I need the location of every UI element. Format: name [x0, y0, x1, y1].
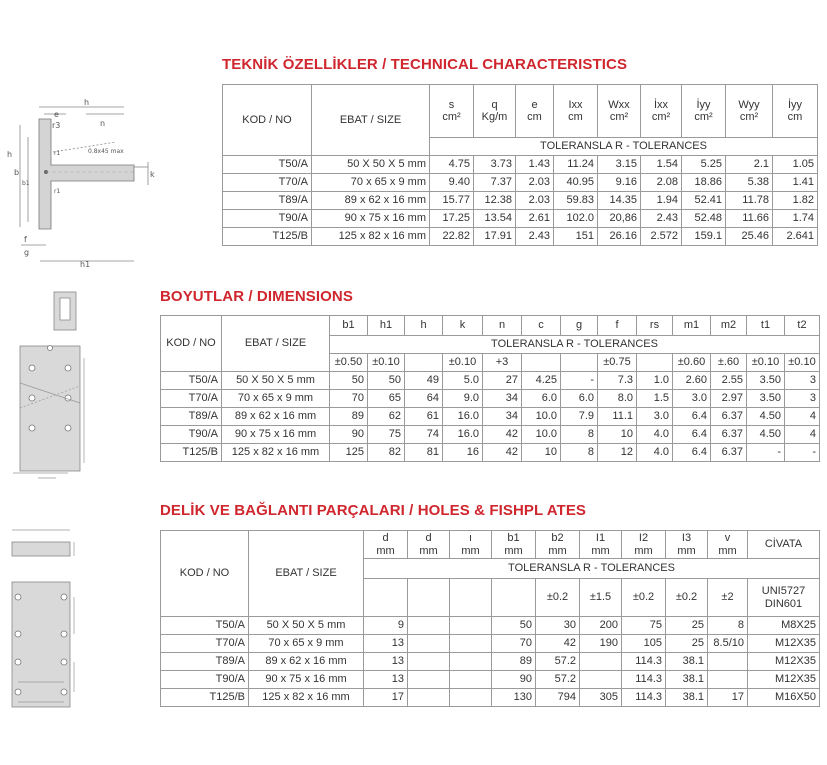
dim-label-f: f	[24, 235, 27, 244]
table-cell: 38.1	[666, 653, 708, 671]
table-cell: 4.0	[637, 426, 673, 444]
dimensions-drawing	[8, 288, 88, 488]
table-row	[223, 210, 818, 228]
table-row	[161, 372, 820, 390]
table-cell: 25.46	[726, 228, 773, 246]
table-cell: 102.0	[554, 210, 598, 228]
col-header-ixx: Ixx cm	[554, 85, 598, 138]
cell-kod: T89/A	[161, 653, 249, 671]
table-cell: 11.78	[726, 192, 773, 210]
table-cell: 34	[483, 408, 522, 426]
table-cell: 17	[708, 689, 748, 707]
dim-label-r3: r3	[52, 121, 61, 130]
hole-col-d2: d mm	[408, 531, 450, 559]
table-cell: 200	[580, 617, 622, 635]
table-cell: 8.0	[598, 390, 637, 408]
dim-label-r1-bottom: r1	[54, 188, 61, 195]
col-header-ixx2: İxx cm²	[641, 85, 682, 138]
table-cell: -	[785, 444, 820, 462]
table-cell: 5.38	[726, 174, 773, 192]
table-cell: 2.43	[516, 228, 554, 246]
table-cell: 25	[666, 617, 708, 635]
table-cell: 75	[368, 426, 405, 444]
table-cell: 52.41	[682, 192, 726, 210]
cell-size: 90 x 75 x 16 mm	[312, 210, 430, 228]
cell-kod: T90/A	[223, 210, 312, 228]
table-row	[161, 444, 820, 462]
dim-col-n: n	[483, 316, 522, 336]
col-header-iyy: İyy cm²	[682, 85, 726, 138]
tolerance-value	[450, 579, 492, 617]
table-cell	[408, 671, 450, 689]
table-cell: 52.48	[682, 210, 726, 228]
tolerance-value	[561, 354, 598, 372]
table-cell: 6.4	[673, 444, 711, 462]
hole-col-i: ı mm	[450, 531, 492, 559]
table-cell: 70	[330, 390, 368, 408]
table-cell: 57.2	[536, 671, 580, 689]
cell-size: 90 x 75 x 16 mm	[249, 671, 364, 689]
table-cell	[450, 689, 492, 707]
table-cell: 2.03	[516, 174, 554, 192]
table-cell	[450, 671, 492, 689]
table-cell: 6.0	[522, 390, 561, 408]
table-cell: 26.16	[598, 228, 641, 246]
dimensions-svg	[8, 288, 88, 488]
table-cell: 17.91	[474, 228, 516, 246]
dim-label-b: b	[14, 168, 20, 177]
table-row	[223, 192, 818, 210]
table-cell: 2.97	[711, 390, 747, 408]
table-cell: 6.4	[673, 408, 711, 426]
cell-size: 70 x 65 x 9 mm	[222, 390, 330, 408]
table-cell: 49	[405, 372, 443, 390]
tolerance-header: TOLERANSLA R - TOLERANCES	[430, 138, 818, 156]
table-cell: 4.25	[522, 372, 561, 390]
hole-col-b1: b1 mm	[492, 531, 536, 559]
dim-label-chamfer: 0.8x45 max	[88, 148, 124, 155]
table-row	[161, 635, 820, 653]
hole-col-l2: I2 mm	[622, 531, 666, 559]
table-cell: 38.1	[666, 671, 708, 689]
tolerance-value: ±0.10	[443, 354, 483, 372]
table-cell: 16.0	[443, 426, 483, 444]
cell-size: 50 X 50 X 5 mm	[312, 156, 430, 174]
table-row	[161, 426, 820, 444]
dim-label-h-top: h	[84, 98, 90, 107]
dim-label-b1: b1	[22, 180, 30, 187]
table-cell: 10	[522, 444, 561, 462]
cell-size: 89 x 62 x 16 mm	[222, 408, 330, 426]
table-cell: 1.41	[773, 174, 818, 192]
table-cell: 1.43	[516, 156, 554, 174]
table-cell: -	[561, 372, 598, 390]
table-cell: 9	[364, 617, 408, 635]
profile-cross-section-drawing	[6, 97, 156, 272]
col-header-kod-2: KOD / NO	[161, 316, 222, 372]
dim-label-r1-top: r1	[54, 150, 61, 157]
table-cell: 105	[622, 635, 666, 653]
table-cell: M12X35	[748, 671, 820, 689]
cell-kod: T50/A	[161, 372, 222, 390]
bolt-standard	[748, 579, 820, 617]
table-cell: 17.25	[430, 210, 474, 228]
dim-col-t2: t2	[785, 316, 820, 336]
table-cell: 27	[483, 372, 522, 390]
cell-size: 50 X 50 X 5 mm	[222, 372, 330, 390]
col-header-e: e cm	[516, 85, 554, 138]
tolerance-value	[408, 579, 450, 617]
cell-kod: T50/A	[161, 617, 249, 635]
table-cell: 2.60	[673, 372, 711, 390]
table-cell	[408, 635, 450, 653]
table-row	[223, 156, 818, 174]
table-cell: 2.08	[641, 174, 682, 192]
hole-col-l3: I3 mm	[666, 531, 708, 559]
table-cell: 1.0	[637, 372, 673, 390]
table-cell: 12.38	[474, 192, 516, 210]
table-cell: 7.9	[561, 408, 598, 426]
table-cell: 50	[330, 372, 368, 390]
table-cell: 17	[364, 689, 408, 707]
table-cell: 114.3	[622, 653, 666, 671]
dim-col-h: h	[405, 316, 443, 336]
table-cell: 74	[405, 426, 443, 444]
table-cell: 34	[483, 390, 522, 408]
table-cell: 8.5/10	[708, 635, 748, 653]
table-cell: 2.43	[641, 210, 682, 228]
dim-label-k: k	[150, 170, 155, 179]
table-cell: 64	[405, 390, 443, 408]
fishplate-drawing	[6, 522, 86, 717]
hole-col-d: d mm	[364, 531, 408, 559]
table-cell: 65	[368, 390, 405, 408]
table-cell: 4.50	[747, 426, 785, 444]
table-cell: 4.75	[430, 156, 474, 174]
col-header-iyy2: İyy cm	[773, 85, 818, 138]
table-cell: 130	[492, 689, 536, 707]
technical-characteristics-table	[222, 84, 818, 246]
holes-fishplates-table	[160, 530, 820, 707]
table-cell	[408, 653, 450, 671]
col-header-size: EBAT / SIZE	[312, 85, 430, 156]
table-cell: 3.50	[747, 372, 785, 390]
col-header-s: s cm²	[430, 85, 474, 138]
table-row	[161, 671, 820, 689]
table-cell: 81	[405, 444, 443, 462]
tolerance-value: ±0.75	[598, 354, 637, 372]
tolerance-value: ±0.50	[330, 354, 368, 372]
col-header-wxx: Wxx cm²	[598, 85, 641, 138]
dim-col-h1: h1	[368, 316, 405, 336]
table-cell: 42	[536, 635, 580, 653]
table-cell: 114.3	[622, 689, 666, 707]
cell-size: 90 x 75 x 16 mm	[222, 426, 330, 444]
table-cell: 22.82	[430, 228, 474, 246]
table-cell: 3.0	[637, 408, 673, 426]
cell-size: 125 x 82 x 16 mm	[312, 228, 430, 246]
cell-size: 125 x 82 x 16 mm	[222, 444, 330, 462]
table-cell	[580, 653, 622, 671]
dim-col-b1: b1	[330, 316, 368, 336]
tolerance-value: ±0.2	[536, 579, 580, 617]
table-cell: 11.66	[726, 210, 773, 228]
tolerance-value: ±0.10	[368, 354, 405, 372]
table-cell: 7.3	[598, 372, 637, 390]
table-cell: 4	[785, 408, 820, 426]
table-cell: 42	[483, 426, 522, 444]
hole-col-b2: b2 mm	[536, 531, 580, 559]
table-cell: 9.16	[598, 174, 641, 192]
table-cell: -	[747, 444, 785, 462]
table-cell: 62	[368, 408, 405, 426]
dim-label-e: e	[54, 110, 59, 119]
cell-kod: T70/A	[161, 390, 222, 408]
dim-col-k: k	[443, 316, 483, 336]
dim-col-m2: m2	[711, 316, 747, 336]
cell-size: 89 x 62 x 16 mm	[312, 192, 430, 210]
dim-label-g: g	[24, 248, 30, 257]
cross-section-svg	[6, 97, 156, 272]
table-cell: 6.37	[711, 426, 747, 444]
table-cell: 159.1	[682, 228, 726, 246]
cell-size: 70 x 65 x 9 mm	[249, 635, 364, 653]
table-cell: 1.94	[641, 192, 682, 210]
col-header-kod: KOD / NO	[223, 85, 312, 156]
table-cell: 8	[561, 426, 598, 444]
tolerance-value	[405, 354, 443, 372]
table-cell: 3	[785, 390, 820, 408]
col-header-size-3: EBAT / SIZE	[249, 531, 364, 617]
table-cell: 2.641	[773, 228, 818, 246]
table-cell: 14.35	[598, 192, 641, 210]
section-title-holes: DELİK VE BAĞLANTI PARÇALARI / HOLES & FISHPL ATES	[160, 502, 587, 519]
cell-kod: T89/A	[161, 408, 222, 426]
table-cell: 16	[443, 444, 483, 462]
table-cell: 38.1	[666, 689, 708, 707]
dimensions-table	[160, 315, 820, 462]
cell-kod: T70/A	[161, 635, 249, 653]
table-cell: 3	[785, 372, 820, 390]
table-cell: 50	[492, 617, 536, 635]
table-cell: 114.3	[622, 671, 666, 689]
table-cell: 10	[598, 426, 637, 444]
table-cell: 6.0	[561, 390, 598, 408]
cell-kod: T50/A	[223, 156, 312, 174]
table-cell: 2.1	[726, 156, 773, 174]
dim-col-c: c	[522, 316, 561, 336]
tolerance-value: ±1.5	[580, 579, 622, 617]
table-row	[161, 653, 820, 671]
table-cell: M12X35	[748, 635, 820, 653]
tolerance-value: ±0.10	[747, 354, 785, 372]
dim-label-n: n	[100, 119, 106, 128]
table-cell: 1.82	[773, 192, 818, 210]
table-cell: 11.24	[554, 156, 598, 174]
table-cell: 16.0	[443, 408, 483, 426]
table-row	[161, 689, 820, 707]
table-cell: 190	[580, 635, 622, 653]
section-title-dimensions: BOYUTLAR / DIMENSIONS	[160, 288, 353, 305]
table-cell: 1.5	[637, 390, 673, 408]
table-cell: 3.15	[598, 156, 641, 174]
tolerance-header-3: TOLERANSLA R - TOLERANCES	[364, 559, 820, 579]
table-cell: 12	[598, 444, 637, 462]
table-row	[161, 408, 820, 426]
cell-size: 89 x 62 x 16 mm	[249, 653, 364, 671]
table-cell	[708, 653, 748, 671]
table-cell: 9.0	[443, 390, 483, 408]
table-cell: 6.37	[711, 408, 747, 426]
table-cell: 3.73	[474, 156, 516, 174]
dim-col-t1: t1	[747, 316, 785, 336]
table-cell: 5.0	[443, 372, 483, 390]
tolerance-value: ±0.60	[673, 354, 711, 372]
table-cell: 1.05	[773, 156, 818, 174]
dim-col-g: g	[561, 316, 598, 336]
table-cell: 61	[405, 408, 443, 426]
table-cell: 1.54	[641, 156, 682, 174]
table-cell: 18.86	[682, 174, 726, 192]
cell-kod: T125/B	[161, 444, 222, 462]
cell-size: 125 x 82 x 16 mm	[249, 689, 364, 707]
cell-kod: T90/A	[161, 671, 249, 689]
hole-col-v: v mm	[708, 531, 748, 559]
tolerance-header-2: TOLERANSLA R - TOLERANCES	[330, 336, 820, 354]
fishplate-svg	[6, 522, 86, 717]
table-cell: 151	[554, 228, 598, 246]
dim-label-h1: h1	[80, 260, 91, 269]
table-cell: 8	[561, 444, 598, 462]
table-cell: 7.37	[474, 174, 516, 192]
table-cell: 305	[580, 689, 622, 707]
table-cell: 42	[483, 444, 522, 462]
tolerance-value	[492, 579, 536, 617]
table-cell: 3.0	[673, 390, 711, 408]
table-cell: 89	[330, 408, 368, 426]
tolerance-value: ±0.10	[785, 354, 820, 372]
table-cell: 10.0	[522, 426, 561, 444]
table-row	[161, 390, 820, 408]
tolerance-value: ±0.2	[622, 579, 666, 617]
tolerance-value: ±.60	[711, 354, 747, 372]
bolt-standard-din: DIN601	[764, 597, 803, 610]
table-cell	[708, 671, 748, 689]
table-cell: 40.95	[554, 174, 598, 192]
cell-kod: T125/B	[161, 689, 249, 707]
table-cell: 1.74	[773, 210, 818, 228]
table-cell: 90	[492, 671, 536, 689]
table-cell: 8	[708, 617, 748, 635]
table-cell: 794	[536, 689, 580, 707]
table-cell: 15.77	[430, 192, 474, 210]
table-cell	[408, 617, 450, 635]
table-cell: 4	[785, 426, 820, 444]
table-cell	[450, 635, 492, 653]
col-header-kod-3: KOD / NO	[161, 531, 249, 617]
table-cell: 30	[536, 617, 580, 635]
table-cell: 9.40	[430, 174, 474, 192]
dim-col-m1: m1	[673, 316, 711, 336]
table-cell: 89	[492, 653, 536, 671]
table-cell: M12X35	[748, 653, 820, 671]
table-row	[161, 617, 820, 635]
cell-kod: T70/A	[223, 174, 312, 192]
section-title-technical: TEKNİK ÖZELLİKLER / TECHNICAL CHARACTERISTICS	[222, 56, 628, 73]
table-cell: M16X50	[748, 689, 820, 707]
table-cell: 75	[622, 617, 666, 635]
table-cell: 82	[368, 444, 405, 462]
cell-kod: T90/A	[161, 426, 222, 444]
dim-col-rs: rs	[637, 316, 673, 336]
hole-col-civata: CİVATA	[748, 531, 820, 559]
cell-kod: T125/B	[223, 228, 312, 246]
tolerance-value	[364, 579, 408, 617]
tolerance-value: ±0.2	[666, 579, 708, 617]
table-cell: 2.55	[711, 372, 747, 390]
dim-label-h-left: h	[7, 150, 13, 159]
dim-col-f: f	[598, 316, 637, 336]
table-cell: 25	[666, 635, 708, 653]
table-cell	[450, 653, 492, 671]
table-cell	[450, 617, 492, 635]
table-cell: 70	[492, 635, 536, 653]
cell-size: 50 X 50 X 5 mm	[249, 617, 364, 635]
table-cell	[408, 689, 450, 707]
table-cell: 57.2	[536, 653, 580, 671]
tolerance-value	[522, 354, 561, 372]
table-cell: 13	[364, 671, 408, 689]
cell-size: 70 x 65 x 9 mm	[312, 174, 430, 192]
table-cell: 13	[364, 635, 408, 653]
table-cell: 4.0	[637, 444, 673, 462]
table-cell: 10.0	[522, 408, 561, 426]
table-cell: 13	[364, 653, 408, 671]
table-cell	[580, 671, 622, 689]
table-cell: 6.4	[673, 426, 711, 444]
table-cell: 6.37	[711, 444, 747, 462]
table-cell: 2.03	[516, 192, 554, 210]
table-cell: 90	[330, 426, 368, 444]
table-cell: 59.83	[554, 192, 598, 210]
table-cell: 50	[368, 372, 405, 390]
col-header-size-2: EBAT / SIZE	[222, 316, 330, 372]
tolerance-value: +3	[483, 354, 522, 372]
table-cell: M8X25	[748, 617, 820, 635]
table-cell: 3.50	[747, 390, 785, 408]
col-header-wyy: Wyy cm²	[726, 85, 773, 138]
table-cell: 125	[330, 444, 368, 462]
table-row	[223, 228, 818, 246]
table-cell: 4.50	[747, 408, 785, 426]
table-cell: 20,86	[598, 210, 641, 228]
tolerance-value	[637, 354, 673, 372]
table-cell: 11.1	[598, 408, 637, 426]
tolerance-value: ±2	[708, 579, 748, 617]
col-header-q: q Kg/m	[474, 85, 516, 138]
cell-kod: T89/A	[223, 192, 312, 210]
table-cell: 2.61	[516, 210, 554, 228]
table-cell: 13.54	[474, 210, 516, 228]
bolt-standard-uni: UNI5727	[761, 585, 806, 598]
table-cell: 2.572	[641, 228, 682, 246]
hole-col-l1: I1 mm	[580, 531, 622, 559]
table-row	[223, 174, 818, 192]
table-cell: 5.25	[682, 156, 726, 174]
